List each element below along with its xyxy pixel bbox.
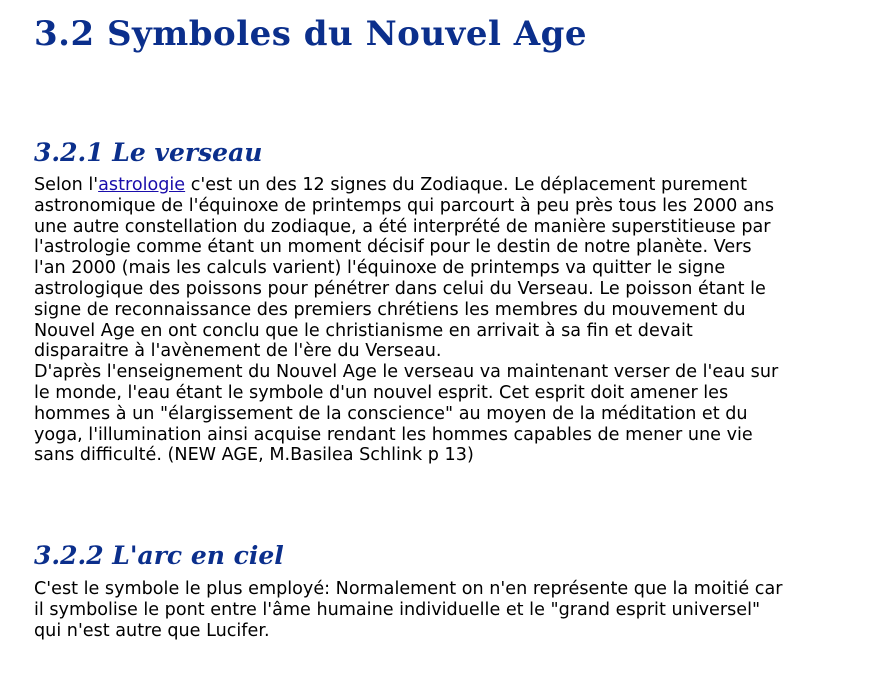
paragraph-line: une autre constellation du zodiaque, a été interprété de manière superstitieuse par xyxy=(34,216,771,237)
paragraph-line: yoga, l'illumination ainsi acquise rendant les hommes capables de mener une vie xyxy=(34,424,753,445)
paragraph-text: c'est un des 12 signes du Zodiaque. Le déplacement purement xyxy=(185,175,748,195)
paragraph-line: D'après l'enseignement du Nouvel Age le verseau va maintenant verser de l'eau sur xyxy=(34,362,779,383)
paragraph-line: sans difficulté. (NEW AGE, M.Basilea Schlink p 13) xyxy=(34,445,474,466)
paragraph-line xyxy=(34,175,778,196)
paragraph-line: l'astrologie comme étant un moment décisif pour le destin de notre planète. Vers xyxy=(34,237,752,258)
page-title: 3.2 Symboles du Nouvel Age xyxy=(34,14,587,54)
section-body-arc-en-ciel xyxy=(34,579,782,641)
paragraph-line: hommes à un "élargissement de la conscience" au moyen de la méditation et du xyxy=(34,403,748,424)
astrologie-link[interactable]: astrologie xyxy=(98,175,186,195)
paragraph-line: astrologique des poissons pour pénétrer dans celui du Verseau. Le poisson étant le xyxy=(34,278,766,299)
section-heading-arc-en-ciel: 3.2.2 L'arc en ciel xyxy=(34,541,284,570)
paragraph-line: l'an 2000 (mais les calculs varient) l'équinoxe de printemps va quitter le signe xyxy=(34,258,726,279)
section-heading-verseau: 3.2.1 Le verseau xyxy=(34,138,263,167)
section-body-verseau xyxy=(34,175,778,466)
paragraph-text: Selon l' xyxy=(34,175,99,195)
paragraph-line: qui n'est autre que Lucifer. xyxy=(34,620,270,641)
paragraph-line: Nouvel Age en ont conclu que le christianisme en arrivait à sa fin et devait xyxy=(34,320,693,341)
paragraph-line: signe de reconnaissance des premiers chrétiens les membres du mouvement du xyxy=(34,299,746,320)
paragraph-line: le monde, l'eau étant le symbole d'un nouvel esprit. Cet esprit doit amener les xyxy=(34,382,729,403)
paragraph-line: C'est le symbole le plus employé: Normalement on n'en représente que la moitié car xyxy=(34,579,783,599)
paragraph-line: disparaitre à l'avènement de l'ère du Verseau. xyxy=(34,341,442,362)
paragraph-line: il symbolise le pont entre l'âme humaine individuelle et le "grand esprit universel" xyxy=(34,599,761,620)
paragraph-line: astronomique de l'équinoxe de printemps qui parcourt à peu près tous les 2000 ans xyxy=(34,195,775,216)
